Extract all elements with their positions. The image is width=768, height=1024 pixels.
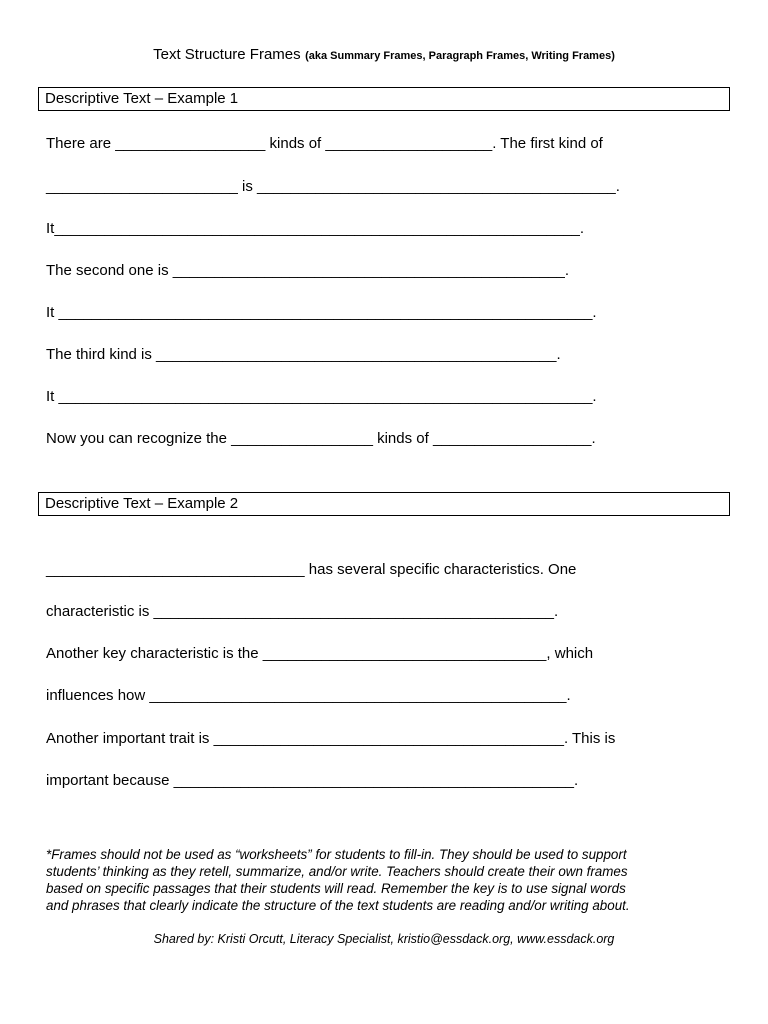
frame-line-1-8: Now you can recognize the _________________ kinds of ___________________. xyxy=(46,430,596,447)
frame-line-2-3: Another key characteristic is the __________________________________, which xyxy=(46,645,594,662)
footnote-line-4: and phrases that clearly indicate the structure of the text students are reading and/or writing about. xyxy=(46,898,630,913)
credit-line: Shared by: Kristi Orcutt, Literacy Specialist, kristio@essdack.org, www.essdack.org xyxy=(153,932,615,946)
frame-line-1-5: It ________________________________________________________________. xyxy=(46,304,597,321)
frame-line-1-7: It ________________________________________________________________. xyxy=(46,388,597,405)
frame-line-1-2: _______________________ is ___________________________________________. xyxy=(46,178,620,195)
footnote xyxy=(46,846,716,914)
frame-line-2-6: important because ________________________________________________. xyxy=(46,772,579,789)
frame-line-2-2: characteristic is ________________________________________________. xyxy=(46,603,559,620)
frame-line-2-1: _______________________________ has several specific characteristics. One xyxy=(46,561,577,578)
page-title xyxy=(0,46,768,64)
frame-line-1-1: There are __________________ kinds of ____________________. The first kind of xyxy=(46,135,603,152)
section-heading-example-2: Descriptive Text – Example 2 xyxy=(38,492,730,516)
title-subtitle: (aka Summary Frames, Paragraph Frames, Writing Frames) xyxy=(305,50,615,62)
footnote-line-1: *Frames should not be used as “worksheets” for students to fill-in. They should be used to support xyxy=(46,847,627,862)
frame-line-1-3: It_______________________________________________________________. xyxy=(46,220,585,237)
title-main: Text Structure Frames xyxy=(153,46,301,63)
frame-line-1-4: The second one is _______________________________________________. xyxy=(46,262,570,279)
footnote-line-2: students’ thinking as they retell, summarize, and/or write. Teachers should create their own frames xyxy=(46,864,628,879)
footnote-line-3: based on specific passages that their students will read. Remember the key is to use signal words xyxy=(46,881,626,896)
section-heading-example-1: Descriptive Text – Example 1 xyxy=(38,87,730,111)
frame-line-2-5: Another important trait is __________________________________________. This is xyxy=(46,730,616,747)
frame-line-1-6: The third kind is ________________________________________________. xyxy=(46,346,561,363)
frame-line-2-4: influences how __________________________________________________. xyxy=(46,687,571,704)
